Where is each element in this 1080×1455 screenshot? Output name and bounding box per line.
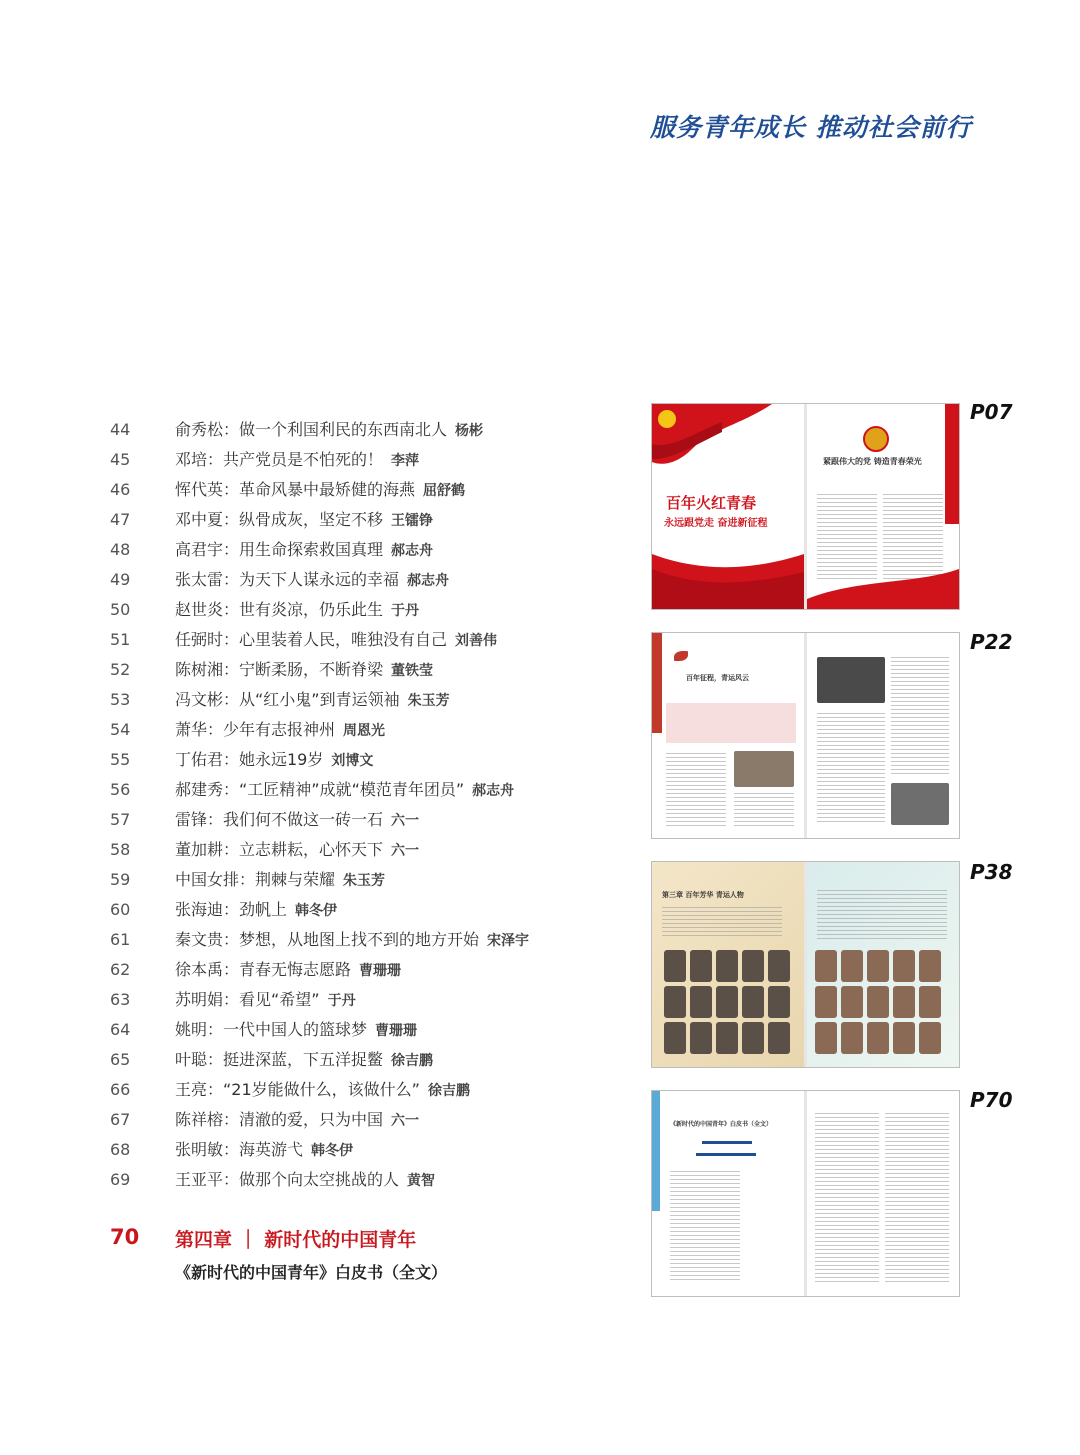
toc-title <box>175 925 529 956</box>
toc-author: 李萍 <box>391 453 420 469</box>
chapter-page-number: 70 <box>110 1225 140 1249</box>
toc-title-text: 徐本禹：青春无悔志愿路 <box>175 960 352 979</box>
portrait-thumbnail <box>768 986 790 1018</box>
side-chapter-tab <box>945 404 959 524</box>
toc-title-text: 苏明娟：看见“希望” <box>175 990 320 1009</box>
toc-entry[interactable] <box>110 895 630 925</box>
preview-p22-right-page <box>807 633 959 838</box>
toc-entry[interactable] <box>110 505 630 535</box>
portrait-thumbnail <box>841 950 863 982</box>
portrait-thumbnail <box>716 950 738 982</box>
chapter-title: 第四章 ｜ 新时代的中国青年 <box>175 1229 417 1251</box>
historic-photo <box>734 751 794 787</box>
toc-title-text: 秦文贵：梦想，从地图上找不到的地方开始 <box>175 930 480 949</box>
preview-label-p38: P38 <box>970 860 1013 884</box>
toc-author: 董铁莹 <box>391 663 434 679</box>
portrait-thumbnail <box>664 986 686 1018</box>
toc-author: 朱玉芳 <box>343 873 386 889</box>
side-chapter-tab <box>652 633 662 733</box>
toc-title <box>175 1165 435 1196</box>
preview-p07-subheadline: 永远跟党走 奋进新征程 <box>664 518 768 529</box>
toc-title-text: 雷锋：我们何不做这一砖一石 <box>175 810 384 829</box>
preview-p70-right-page <box>807 1091 959 1296</box>
toc-entry[interactable] <box>110 865 630 895</box>
toc-page-number: 48 <box>110 540 131 559</box>
blue-rule <box>702 1141 752 1144</box>
toc-page-number: 67 <box>110 1110 131 1129</box>
toc-author: 王镭铮 <box>391 513 434 529</box>
portrait-thumbnail <box>815 986 837 1018</box>
toc-page-number: 57 <box>110 810 131 829</box>
toc-author: 六一 <box>391 1113 420 1129</box>
toc-page-number: 60 <box>110 900 131 919</box>
toc-entry[interactable] <box>110 415 630 445</box>
toc-title-text: 俞秀松：做一个利国利民的东西南北人 <box>175 420 448 439</box>
portrait-grid-right <box>815 950 951 1060</box>
toc-page-number: 64 <box>110 1020 131 1039</box>
toc-author: 郝志舟 <box>391 543 434 559</box>
portrait-thumbnail <box>867 1022 889 1054</box>
toc-entry[interactable] <box>110 445 630 475</box>
toc-page-number: 47 <box>110 510 131 529</box>
portrait-thumbnail <box>893 1022 915 1054</box>
portrait-thumbnail <box>690 986 712 1018</box>
toc-author: 周恩光 <box>343 723 386 739</box>
portrait-thumbnail <box>690 1022 712 1054</box>
toc-author: 郝志舟 <box>472 783 515 799</box>
toc-entry[interactable] <box>110 925 630 955</box>
toc-author: 黄智 <box>407 1173 436 1189</box>
toc-title <box>175 895 337 926</box>
toc-title-text: 萧华：少年有志报神州 <box>175 720 336 739</box>
preview-spread-p38[interactable] <box>651 861 960 1068</box>
preview-p07-right-page <box>807 404 959 609</box>
toc-title <box>175 475 465 506</box>
toc-entry[interactable] <box>110 1075 630 1105</box>
toc-author: 于丹 <box>327 993 356 1009</box>
toc-title-text: 王亮：“21岁能做什么，该做什么” <box>175 1080 420 1099</box>
toc-title-text: 陈祥榕：清澈的爱，只为中国 <box>175 1110 384 1129</box>
preview-p38-title: 第三章 百年芳华 青运人物 <box>662 891 744 899</box>
toc-title-text: 丁佑君：她永远19岁 <box>175 750 324 769</box>
preview-p07-article-title: 紧跟伟大的党 铸造青春荣光 <box>823 457 922 466</box>
toc-entry[interactable] <box>110 655 630 685</box>
toc-entry[interactable] <box>110 715 630 745</box>
blue-rule <box>696 1153 756 1156</box>
toc-page-number: 51 <box>110 630 131 649</box>
toc-title <box>175 865 385 896</box>
toc-author: 六一 <box>391 813 420 829</box>
portrait-thumbnail <box>716 986 738 1018</box>
portrait-thumbnail <box>867 950 889 982</box>
portrait-thumbnail <box>841 986 863 1018</box>
portrait-thumbnail <box>919 986 941 1018</box>
side-chapter-tab <box>652 1091 660 1211</box>
toc-author: 杨彬 <box>455 423 484 439</box>
toc-author: 曹珊珊 <box>375 1023 418 1039</box>
preview-p38-right-page <box>807 862 959 1067</box>
toc-page-number: 55 <box>110 750 131 769</box>
toc-title <box>175 565 449 596</box>
toc-entry[interactable] <box>110 985 630 1015</box>
toc-title <box>175 505 433 536</box>
toc-title <box>175 805 419 836</box>
toc-author: 徐吉鹏 <box>427 1083 470 1099</box>
toc-title <box>175 1105 419 1136</box>
toc-entry[interactable] <box>110 595 630 625</box>
preview-p70-title: 《新时代的中国青年》白皮书（全文） <box>670 1121 773 1128</box>
toc-author: 六一 <box>391 843 420 859</box>
toc-title-text: 张海迪：劲帆上 <box>175 900 288 919</box>
toc-author: 韩冬伊 <box>311 1143 354 1159</box>
toc-entry[interactable] <box>110 745 630 775</box>
chapter-subtitle: 《新时代的中国青年》白皮书（全文） <box>175 1263 448 1282</box>
toc-author: 韩冬伊 <box>295 903 338 919</box>
toc-entry[interactable] <box>110 1105 630 1135</box>
toc-author: 宋泽宇 <box>487 933 530 949</box>
preview-spread-p22[interactable] <box>651 632 960 839</box>
portrait-thumbnail <box>841 1022 863 1054</box>
preview-p70-left-page <box>652 1091 804 1296</box>
portrait-thumbnail <box>716 1022 738 1054</box>
toc-title <box>175 655 433 686</box>
toc-title <box>175 775 514 806</box>
toc-title <box>175 1015 417 1046</box>
toc-title <box>175 715 385 746</box>
portrait-thumbnail <box>919 950 941 982</box>
red-ribbon-bottom <box>807 569 959 609</box>
toc-title <box>175 685 450 716</box>
toc-title-text: 恽代英：革命风暴中最矫健的海燕 <box>175 480 416 499</box>
portrait-thumbnail <box>742 950 764 982</box>
toc-title <box>175 1135 353 1166</box>
toc-title <box>175 415 483 446</box>
header-slogan: 服务青年成长 推动社会前行 <box>650 113 972 142</box>
preview-label-p22: P22 <box>970 630 1013 654</box>
group-photo <box>817 657 885 703</box>
portrait-thumbnail <box>867 986 889 1018</box>
toc-entry[interactable] <box>110 955 630 985</box>
toc-author: 朱玉芳 <box>407 693 450 709</box>
toc-title-text: 邓培：共产党员是不怕死的！ <box>175 450 384 469</box>
toc-title <box>175 535 433 566</box>
portrait-grid-left <box>664 950 794 1060</box>
portrait-thumbnail <box>893 986 915 1018</box>
toc-page-number: 44 <box>110 420 131 439</box>
toc-title-text: 赵世炎：世有炎凉，仍乐此生 <box>175 600 384 619</box>
toc-title-text: 张明敏：海英游弋 <box>175 1140 304 1159</box>
toc-author: 徐吉鹏 <box>391 1053 434 1069</box>
toc-entry[interactable] <box>110 805 630 835</box>
toc-author: 于丹 <box>391 603 420 619</box>
toc-page-number: 52 <box>110 660 131 679</box>
toc-entry[interactable] <box>110 565 630 595</box>
toc-page-number: 58 <box>110 840 131 859</box>
toc-title <box>175 1045 433 1076</box>
portrait-thumbnail <box>690 950 712 982</box>
toc-title <box>175 625 497 656</box>
toc-page-number: 62 <box>110 960 131 979</box>
toc-title-text: 中国女排：荆棘与荣耀 <box>175 870 336 889</box>
toc-title <box>175 835 419 866</box>
portrait-thumbnail <box>815 950 837 982</box>
portrait-thumbnail <box>742 986 764 1018</box>
toc-entry[interactable] <box>110 1135 630 1165</box>
preview-p22-title: 百年征程，青运风云 <box>686 674 749 682</box>
toc-title-text: 高君宇：用生命探索救国真理 <box>175 540 384 559</box>
toc-entry[interactable] <box>110 685 630 715</box>
toc-page-number: 54 <box>110 720 131 739</box>
toc-entry[interactable] <box>110 475 630 505</box>
portrait-thumbnail <box>768 950 790 982</box>
preview-spread-p70[interactable] <box>651 1090 960 1297</box>
toc-page-number: 45 <box>110 450 131 469</box>
toc-title-text: 董加耕：立志耕耘，心怀天下 <box>175 840 384 859</box>
toc-title-text: 郝建秀：“工匠精神”成就“模范青年团员” <box>175 780 465 799</box>
toc-title <box>175 985 356 1016</box>
toc-title-text: 王亚平：做那个向太空挑战的人 <box>175 1170 400 1189</box>
toc-page-number: 66 <box>110 1080 131 1099</box>
toc-author: 曹珊珊 <box>359 963 402 979</box>
toc-page-number: 49 <box>110 570 131 589</box>
toc-page-number: 61 <box>110 930 131 949</box>
toc-entry[interactable] <box>110 775 630 805</box>
portrait-thumbnail <box>742 1022 764 1054</box>
toc-author: 刘博文 <box>331 753 374 769</box>
toc-page-number: 69 <box>110 1170 131 1189</box>
preview-p07-headline: 百年火红青春 <box>666 494 757 512</box>
portrait-thumbnail <box>664 1022 686 1054</box>
youth-league-emblem-icon <box>863 426 889 452</box>
table-of-contents <box>110 415 630 1195</box>
toc-page-number: 56 <box>110 780 131 799</box>
preview-label-p70: P70 <box>970 1088 1013 1112</box>
preview-spread-p07[interactable] <box>651 403 960 610</box>
toc-entry[interactable] <box>110 835 630 865</box>
toc-entry[interactable] <box>110 1015 630 1045</box>
toc-title <box>175 595 419 626</box>
toc-page-number: 63 <box>110 990 131 1009</box>
preview-p22-left-page <box>652 633 804 838</box>
march-photo <box>891 783 949 825</box>
toc-title-text: 任弼时：心里装着人民，唯独没有自己 <box>175 630 448 649</box>
toc-author: 郝志舟 <box>407 573 450 589</box>
toc-title-text: 陈树湘：宁断柔肠，不断脊梁 <box>175 660 384 679</box>
toc-title <box>175 955 401 986</box>
preview-p07-left-page <box>652 404 804 609</box>
toc-entry[interactable] <box>110 625 630 655</box>
summary-box <box>666 703 796 743</box>
portrait-thumbnail <box>768 1022 790 1054</box>
toc-page-number: 68 <box>110 1140 131 1159</box>
toc-title-text: 张太雷：为天下人谋永远的幸福 <box>175 570 400 589</box>
toc-entry[interactable] <box>110 535 630 565</box>
toc-title <box>175 1075 470 1106</box>
preview-label-p07: P07 <box>970 400 1013 424</box>
portrait-thumbnail <box>815 1022 837 1054</box>
toc-title-text: 邓中夏：纵骨成灰，坚定不移 <box>175 510 384 529</box>
toc-page-number: 65 <box>110 1050 131 1069</box>
toc-title-text: 冯文彬：从“红小鬼”到青运领袖 <box>175 690 400 709</box>
portrait-thumbnail <box>893 950 915 982</box>
toc-page-number: 46 <box>110 480 131 499</box>
toc-entry[interactable] <box>110 1165 630 1195</box>
toc-title-text: 叶聪：挺进深蓝，下五洋捉鳖 <box>175 1050 384 1069</box>
toc-title <box>175 445 419 476</box>
toc-page-number: 59 <box>110 870 131 889</box>
toc-entry[interactable] <box>110 1045 630 1075</box>
toc-page-number: 50 <box>110 600 131 619</box>
toc-title <box>175 745 373 776</box>
dove-icon <box>674 651 688 661</box>
portrait-thumbnail <box>919 1022 941 1054</box>
toc-title-text: 姚明：一代中国人的篮球梦 <box>175 1020 368 1039</box>
toc-author: 刘善伟 <box>455 633 498 649</box>
preview-p38-left-page <box>652 862 804 1067</box>
portrait-thumbnail <box>664 950 686 982</box>
toc-author: 屈舒鹤 <box>423 483 466 499</box>
toc-page-number: 53 <box>110 690 131 709</box>
